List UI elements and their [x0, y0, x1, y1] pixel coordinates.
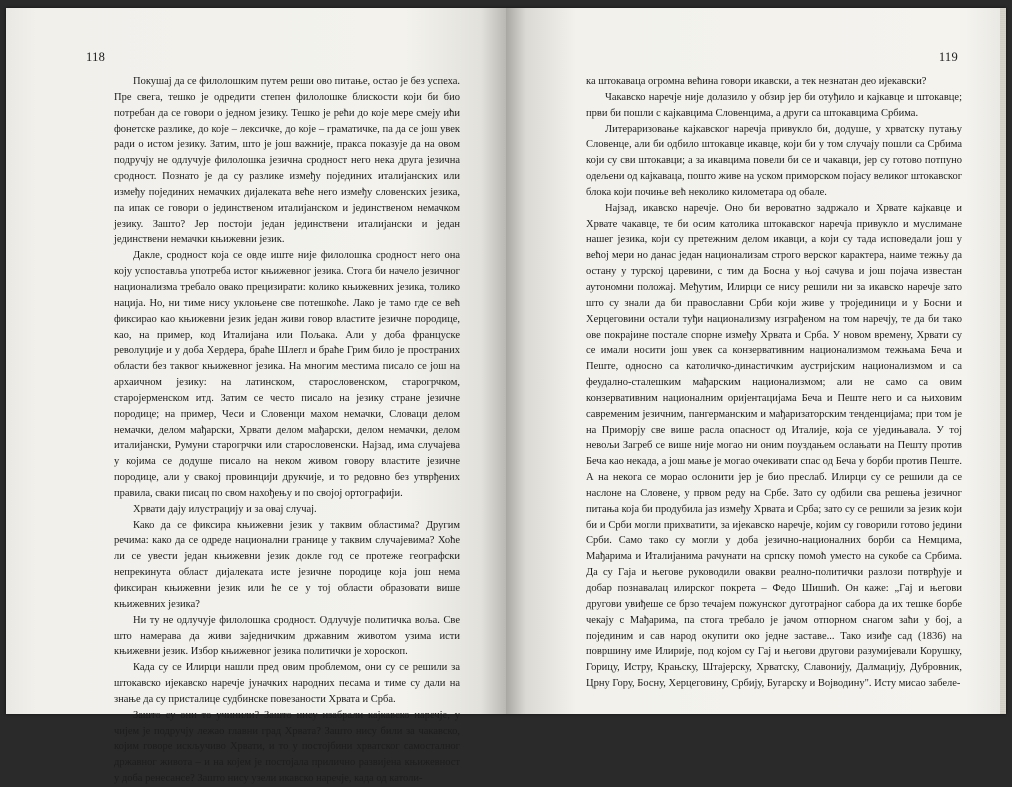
paragraph: Зашто су они то учинили? Зашто нису изабрали кајкавско наречје, у чијем је подручју лежао главни град Хрвата? Зашто нису били за чакавско, којим говоре искључиво Хрвати, и то у постојбини хрватског самосталног државног живота – и на којем је постојала прилично развијена књижевност у доба ренесансе? Зашто нису узели икавско наречје, када од католи- — [114, 709, 460, 785]
paragraph: Најзад, икавско наречје. Оно би вероватно задржало и Хрвате кајкавце и Хрвате чакавце, те би осим католика штокавског наречја привукло и муслимане нашег језика, који су претежним делом икавци, а који су тада исповедали још у већој мери но данас један национализам строго верског карактера, наиме тежњу да остану у турској царевини, с тим да Босна у њој сачува и још појача известан аутономни положај. Међутим, Илирци се нису решили ни за икавско наречје зато што су знали да би православни Срби који живе у тројединици и у Босни и Херцеговини остали туђи национализму изграђеном на том наречју, те да би тако ове покрајине постале спорне између Хрвата и Срба. У новом времену, Хрвати су се имали носити још увек са конзервативним национализмом тежњама Беча и Пеште, односно са католичко-династичким аустријским национализмом и са феудално-сталешким мађарским национализмом; али не само са овим конзервативним националним оријентацијама Беча и Пеште него и са њиховим савременим језичним, пангерманским и мађаризаторским тенденцијама; при том је на Приморју све више расла опасност од Италије, која се уједињавала. У тој невољи Загреб се више није могао ни оним поуздањем ослањати на Пешту против Беча као некада, а још мање је могао очекивати спас од Беча у борби против Пеште. А на некога се морао ослонити јер је био преслаб. Илирци су се решили да се наслоне на Словене, у првом реду на Србе. Зато су одбили сва решења језичног питања која би продубила јаз између Хрвата и Срба; зато су се решили за језик који би и Срби могли прихватити, за ијекавско наречје, којим су говорили готово једини Срби. Само тако су могли у доба језично-националних борби са Немцима, Мађарима и Италијанима рачунати на српску помоћ уместо на сукобе са Србима. Да су Гаја и његове руководили овакви реално-политички разлози потврђује и добар познавалац илирског покрета – Федо Шишић. Он каже: „Гај и његови другови увиђеше се брзо течајем пожунског дуготрајног сабора да их тешке борбе чекају с Мађарима, па стога требало је јачом отпорном снагом заћи у бој, а појединим и сав народ окупити око једне заставе... Тако изиђе сад (1836) на површину име Илирије, под којом су Гај и његови другови разумијевали Корушку, Горицу, Истру, Крањску, Штајерску, Хрватску, Славонију, Далмацију, Дубровник, Црну Гору, Босну, Херцеговину, Србију, Бугарску и Војводину". Исту мисао забеле- — [586, 202, 962, 690]
paragraph: Хрвати дају илустрацију и за овај случај. — [133, 503, 317, 515]
right-page — [506, 8, 1006, 714]
paragraph: Ни ту не одлучује филолошка сродност. Одлучује политичка воља. Све што намерава да живи заједничким државним животом узима исти књижевни језик. Избор књижевног језика политички је хороскоп. — [114, 614, 460, 658]
left-page-text — [114, 74, 460, 787]
paragraph: Дакле, сродност која се овде иште није филолошка сродност него она коју успоставља употреба истог књижевног језика. Стога би начело језичног национализма требало овако прецизирати: колико књижевних језика, толико нација. Но, ни тиме нису уклоњене све потешкоће. Лако је тамо где се већ фиксирао као књижевни језик један живи говор властите језичне породице, као, на пример, код Италијана или Пољака. Али у доба француске револуције и у доба Хердера, браће Шлегл и браће Грим било је пространих области без таквог књижевног језика. На многим местима писало се још на архаичном језику: на латинском, старословенском, старогрчком, старојерменском итд. Затим се често писало на језику стране језичне породице; на пример, Чеси и Словенци махом немачки, Словаци делом немачки, делом мађарски, Хрвати делом мађарски, делом немачки, делом италијански, Румуни старогрчки или старословенски. Најзад, има случајева у којима се додуше писало на неком живом говору властите језичне породице, али у свакој провинцији друкчије, и то редовно без утврђених правила, сваки писац по свом нахођењу и по својој ортографији. — [114, 250, 460, 499]
paragraph: Литераризовање кајкавског наречја привукло би, додуше, у хрватску путању Словенце, али би одбило штокавце икавце, који би у том случају пошли са Србима који су сви штокавци; а за икавцима повели би се и чакавци, јер су готово потпуно одељени од кајкаваца, пошто живе на уском приморском појасу великог штокавског блока који почиње већ неколико километара од обале. — [586, 123, 962, 198]
paragraph: Када су се Илирци нашли пред овим проблемом, они су се решили за штокавско ијекавско наречје јуначких народних песама и тиме су дали на знање да су присталице судбинске повезаности Хрвата и Срба. — [114, 662, 460, 705]
page-number-left: 118 — [86, 50, 106, 64]
left-page — [6, 8, 506, 785]
paragraph: Како да се фиксира књижевни језик у таквим областима? Другим речима: како да се одреде национални границе у таквим случајевима? Хоће ли се увести један књижевни језик докле год се протеже географски непрекинута област дијалеката исте језичне породице која још нема фиксиран књижевни језик или ће се у тој области образовати више књижевних језика? — [114, 519, 460, 610]
paragraph: Чакавско наречје није долазило у обзир јер би отуђило и кајкавце и штокавце; први би пошли с кајкавцима Словенцима, а други са штокавцима Србима. — [586, 91, 962, 119]
page-edge — [1000, 8, 1006, 714]
paragraph: Покушај да се филолошким путем реши ово питање, остао је без успеха. Пре свега, тешко је одредити степен филолошке блискости који би био потребан да се говори о једном језику. Тешко је рећи до које мере смеју ићи фонетске разлике, до које – лексичке, до које – граматичке, па да се још увек ради о истом језику. Затим, што је још важније, пракса показује да на овом подручју не одлучује филолошка језична сродност него нека друга језична сродност. Познато је да су разлике између појединих италијанских или између појединих немачких дијалеката веће него између словенских језика, па ипак се говори о јединственом италијанском и јединственом немачком језику. Зашто? Јер постоји један јединствени италијански и један јединствени немачки књижевни језик. — [114, 76, 460, 246]
continued-paragraph: ка штокаваца огромна већина говори икавски, а тек незнатан део ијекавски? — [586, 76, 927, 87]
page-number-right: 119 — [938, 50, 958, 64]
book-spread — [6, 8, 1006, 785]
right-page-text — [586, 74, 962, 692]
